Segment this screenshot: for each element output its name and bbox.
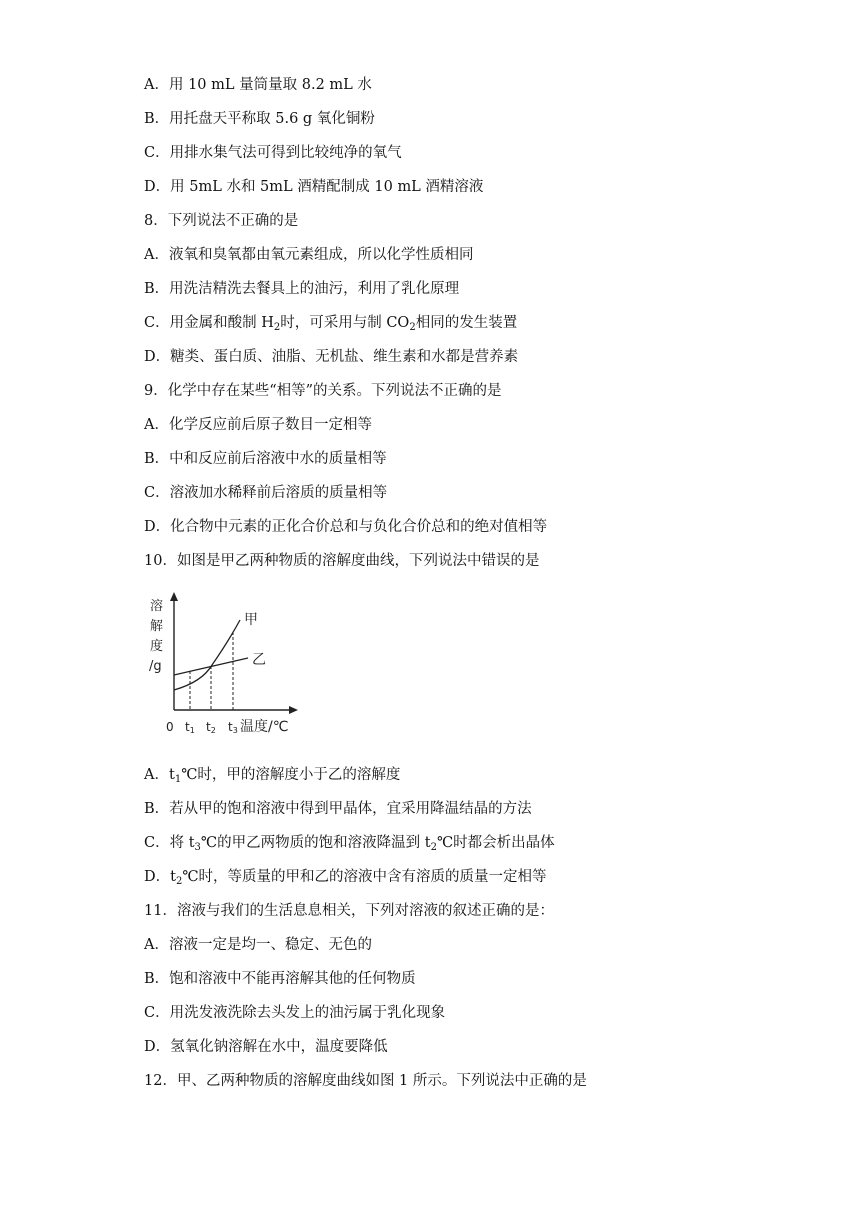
text-line-q8a: A．液氧和臭氧都由氧元素组成，所以化学性质相同 (144, 247, 474, 263)
curve-jia (174, 620, 240, 690)
x-axis-arrow (289, 706, 298, 714)
subscript: 2 (273, 322, 281, 333)
text-line-q10: 10．如图是甲乙两种物质的溶解度曲线，下列说法中错误的是 (144, 553, 540, 569)
text-line-q11: 11．溶液与我们的生活息息相关，下列对溶液的叙述正确的是： (144, 903, 554, 919)
text-line-q11d: D．氢氧化钠溶解在水中，温度要降低 (144, 1039, 388, 1055)
text-segment: C．用金属和酸制 H (144, 315, 274, 331)
text-segment: ℃时都会析出晶体 (436, 835, 555, 851)
text-line-q10b: B．若从甲的饱和溶液中得到甲晶体，宜采用降温结晶的方法 (144, 801, 532, 817)
subscript: 2 (430, 842, 437, 853)
text-line-q8: 8．下列说法不正确的是 (144, 213, 299, 229)
curve-label-jia: 甲 (244, 612, 258, 628)
y-label-char-4: /g (149, 659, 162, 674)
text-segment: 时，可采用与制 CO (280, 315, 410, 331)
y-axis-arrow (170, 592, 178, 601)
text-line-q10c (144, 833, 555, 853)
y-label-char-2: 解 (150, 619, 164, 634)
text-line-q8b: B．用洗洁精洗去餐具上的油污，利用了乳化原理 (144, 281, 460, 297)
text-line-q11b: B．饱和溶液中不能再溶解其他的任何物质 (144, 971, 416, 987)
text-line-q10d (144, 867, 547, 887)
tick-t3: t3 (228, 720, 238, 735)
text-line-q9c: C．溶液加水稀释前后溶质的质量相等 (144, 485, 388, 501)
text-segment: C．将 t (144, 835, 195, 851)
text-segment: D．t (144, 869, 176, 885)
text-segment: ℃时，等质量的甲和乙的溶液中含有溶质的质量一定相等 (182, 869, 547, 885)
text-line-q9d: D．化合物中元素的正化合价总和与负化合价总和的绝对值相等 (144, 519, 548, 535)
text-line-q9: 9．化学中存在某些“相等”的关系。下列说法不正确的是 (144, 383, 502, 399)
text-line-q7d: D．用 5mL 水和 5mL 酒精配制成 10 mL 酒精溶液 (144, 179, 484, 195)
tick-t1: t1 (185, 720, 195, 735)
text-line-q10a (144, 765, 400, 785)
text-segment: 相同的发生装置 (415, 315, 518, 331)
text-line-q9b: B．中和反应前后溶液中水的质量相等 (144, 451, 387, 467)
subscript: 1 (174, 774, 182, 785)
text-line-q8d: D．糖类、蛋白质、油脂、无机盐、维生素和水都是营养素 (144, 349, 519, 365)
text-line-q8c (144, 313, 517, 333)
text-line-q11c: C．用洗发液洗除去头发上的油污属于乳化现象 (144, 1005, 446, 1021)
text-line-q11a: A．溶液一定是均一、稳定、无色的 (144, 937, 372, 953)
x-axis-label: 温度/℃ (240, 719, 289, 735)
tick-t2: t2 (206, 720, 216, 735)
y-label-char-1: 溶 (150, 599, 164, 614)
text-line-q7a: A．用 10 mL 量筒量取 8.2 mL 水 (144, 77, 372, 93)
text-line-q12: 12．甲、乙两种物质的溶解度曲线如图 1 所示。下列说法中正确的是 (144, 1073, 587, 1089)
text-segment: ℃的甲乙两物质的饱和溶液降温到 t (200, 835, 431, 851)
origin-label: 0 (166, 720, 174, 734)
subscript: 2 (409, 322, 416, 333)
y-label-char-3: 度 (150, 639, 164, 654)
subscript: 3 (194, 842, 201, 853)
text-segment: ℃时，甲的溶解度小于乙的溶解度 (181, 767, 401, 783)
curve-label-yi: 乙 (252, 652, 266, 668)
solubility-curve-figure (140, 590, 300, 740)
text-segment: A．t (144, 767, 175, 783)
subscript: 2 (175, 876, 183, 887)
text-line-q9a: A．化学反应前后原子数目一定相等 (144, 417, 372, 433)
text-line-q7b: B．用托盘天平称取 5.6 g 氧化铜粉 (144, 111, 375, 127)
text-line-q7c: C．用排水集气法可得到比较纯净的氧气 (144, 145, 402, 161)
